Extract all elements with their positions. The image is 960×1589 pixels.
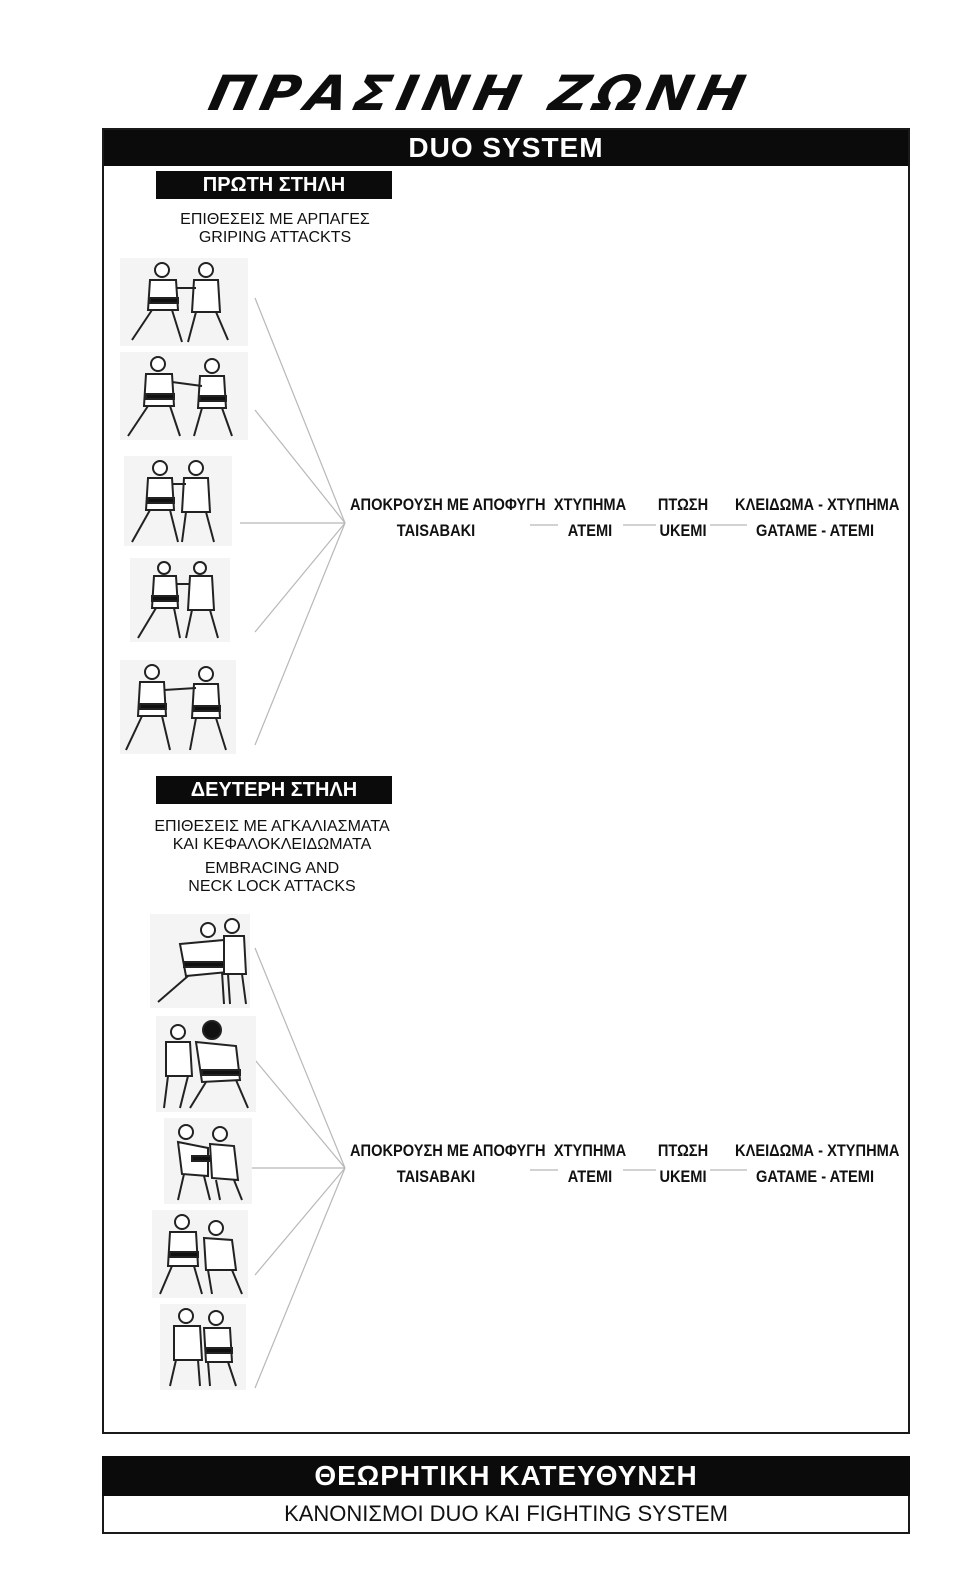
theory-text: ΚΑΝΟΝΙΣΜΟΙ DUO KAI FIGHTING SYSTEM xyxy=(102,1496,910,1534)
step-label-gr: ΠΤΩΣΗ xyxy=(657,1141,709,1160)
page-title: ΠΡΑΣΙΝΗ ΖΩΝΗ xyxy=(203,65,757,122)
technique-illustration xyxy=(160,1304,246,1390)
step-ukemi xyxy=(646,1138,720,1190)
step-atemi xyxy=(547,1138,633,1190)
step-ukemi xyxy=(646,492,720,544)
step-label-en: GATAME - ATEMI xyxy=(755,1167,875,1186)
technique-illustration xyxy=(130,558,230,642)
technique-illustration xyxy=(152,1210,248,1298)
technique-illustration xyxy=(124,456,232,546)
judo-pair-figure xyxy=(160,1304,246,1390)
technique-illustration xyxy=(150,914,250,1008)
judo-pair-figure xyxy=(156,1016,256,1112)
step-label-en: TAISABAKI xyxy=(396,521,476,540)
column1-caption-en: GRIPING ATTACKTS xyxy=(198,229,352,246)
column2-caption-gr-1: ΕΠΙΘΕΣΕΙΣ ΜΕ ΑΓΚΑΛΙΑΣΜΑΤΑ xyxy=(154,818,390,835)
step-label-gr: ΧΤΥΠΗΜΑ xyxy=(553,1141,627,1160)
step-label-en: GATAME - ATEMI xyxy=(755,521,875,540)
theory-title: ΘΕΩΡΗΤΙΚΗ ΚΑΤΕΥΘΥΝΣΗ xyxy=(102,1456,910,1496)
step-taisabaki xyxy=(350,492,546,544)
step-label-en: UKEMI xyxy=(659,521,707,540)
step-gatame-atemi xyxy=(735,1138,900,1190)
step-label-gr: ΚΛΕΙΔΩΜΑ - ΧΤΥΠΗΜΑ xyxy=(735,495,900,514)
column1-caption xyxy=(140,211,410,247)
frame-title: DUO SYSTEM xyxy=(104,130,908,166)
step-gatame-atemi xyxy=(735,492,900,544)
column1-caption-gr: ΕΠΙΘΕΣΕΙΣ ΜΕ ΑΡΠΑΓΕΣ xyxy=(180,211,370,228)
step-label-gr: ΑΠΟΚΡΟΥΣΗ ΜΕ ΑΠΟΦΥΓΗ xyxy=(350,495,546,514)
column2-caption-gr-2: ΚΑΙ ΚΕΦΑΛΟΚΛΕΙΔΩΜΑΤΑ xyxy=(172,836,372,853)
step-label-en: UKEMI xyxy=(659,1167,707,1186)
step-atemi xyxy=(547,492,633,544)
judo-pair-figure xyxy=(152,1210,248,1298)
step-label-en: ATEMI xyxy=(567,1167,613,1186)
judo-pair-figure xyxy=(130,558,230,642)
judo-pair-figure xyxy=(120,352,248,440)
step-label-gr: ΠΤΩΣΗ xyxy=(657,495,709,514)
step-label-gr: ΚΛΕΙΔΩΜΑ - ΧΤΥΠΗΜΑ xyxy=(735,1141,900,1160)
step-taisabaki xyxy=(350,1138,546,1190)
column1-tag: ΠΡΩΤΗ ΣΤΗΛΗ xyxy=(156,171,392,199)
column2-caption-en-1: EMBRACING AND xyxy=(204,860,340,877)
technique-illustration xyxy=(164,1118,252,1204)
judo-pair-figure xyxy=(150,914,250,1008)
judo-pair-figure xyxy=(120,660,236,754)
technique-illustration xyxy=(120,660,236,754)
column2-tag: ΔΕΥΤΕΡΗ ΣΤΗΛΗ xyxy=(156,776,392,804)
technique-illustration xyxy=(120,258,248,346)
technique-illustration xyxy=(120,352,248,440)
column2-caption xyxy=(116,818,428,896)
judo-pair-figure xyxy=(164,1118,252,1204)
judo-pair-figure xyxy=(124,456,232,546)
technique-illustration xyxy=(156,1016,256,1112)
step-label-gr: ΧΤΥΠΗΜΑ xyxy=(553,495,627,514)
step-label-gr: ΑΠΟΚΡΟΥΣΗ ΜΕ ΑΠΟΦΥΓΗ xyxy=(350,1141,546,1160)
judo-pair-figure xyxy=(120,258,248,346)
step-label-en: TAISABAKI xyxy=(396,1167,476,1186)
column2-caption-en-2: NECK LOCK ATTACKS xyxy=(188,878,356,895)
step-label-en: ATEMI xyxy=(567,521,613,540)
